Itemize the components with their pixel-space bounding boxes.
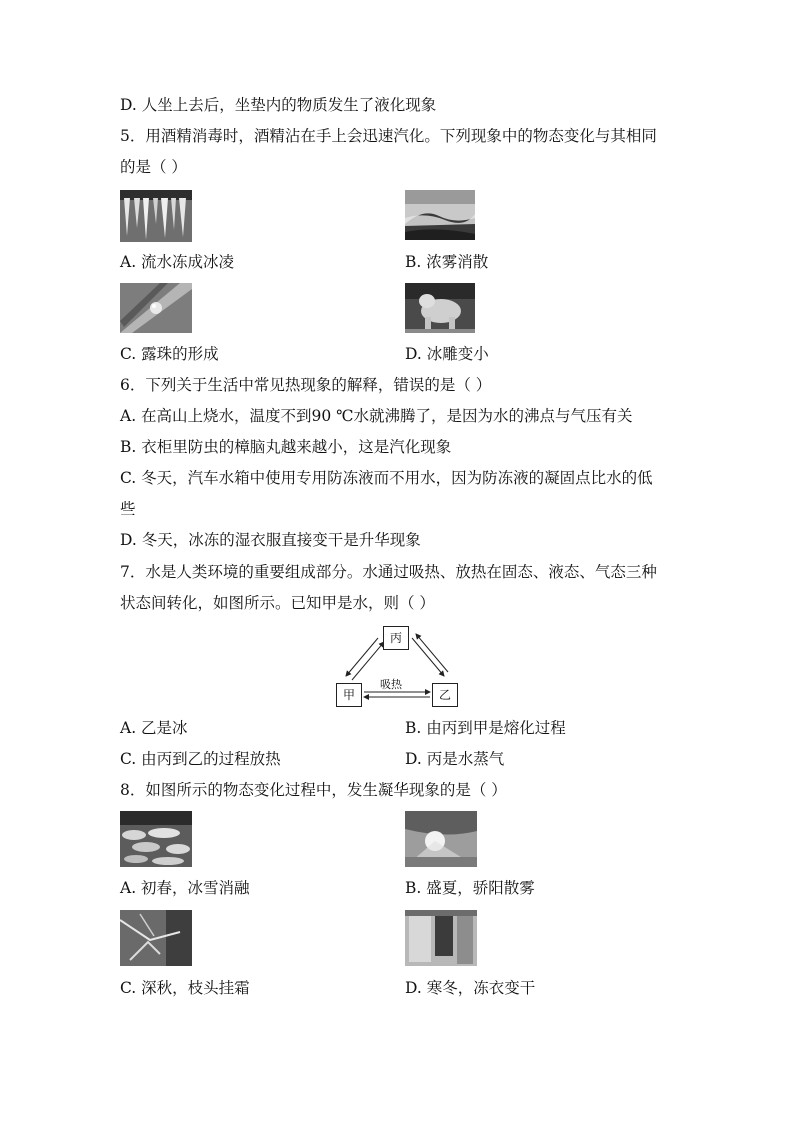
q6-option-b: B. 衣柜里防虫的樟脑丸越来越小，这是汽化现象 (120, 438, 452, 456)
q8-stem: 8．如图所示的物态变化过程中，发生凝华现象的是（ ） (120, 781, 507, 799)
q6-option-c-line2: 些 (120, 500, 136, 518)
diagram-box-left: 甲 (336, 683, 362, 707)
sun-fog-photo (405, 811, 477, 867)
q8-option-c: C. 深秋，枝头挂霜 (120, 979, 250, 997)
q4-option-d: D. 人坐上去后，坐垫内的物质发生了液化现象 (120, 96, 437, 114)
q7-stem-line2: 状态间转化，如图所示。已知甲是水，则（ ） (120, 594, 435, 612)
diagram-arrow-label: 吸热 (380, 678, 402, 691)
q8-option-d: D. 寒冬，冻衣变干 (405, 979, 536, 997)
fog-photo (405, 190, 475, 240)
q5-stem-line2: 的是（ ） (120, 158, 187, 176)
q7-option-a: A. 乙是冰 (120, 719, 188, 737)
q6-option-a: A. 在高山上烧水，温度不到90 ℃水就沸腾了，是因为水的沸点与气压有关 (120, 407, 633, 425)
q8-option-b: B. 盛夏，骄阳散雾 (405, 879, 535, 897)
q7-option-c: C. 由丙到乙的过程放热 (120, 750, 281, 768)
q5-option-b: B. 浓雾消散 (405, 253, 489, 271)
q8-option-a: A. 初春，冰雪消融 (120, 879, 250, 897)
q7-option-d: D. 丙是水蒸气 (405, 750, 505, 768)
diagram-box-top: 丙 (383, 626, 409, 650)
q5-option-d: D. 冰雕变小 (405, 345, 489, 363)
q5-option-a: A. 流水冻成冰凌 (120, 253, 235, 271)
q5-option-c: C. 露珠的形成 (120, 345, 219, 363)
q6-option-c-line1: C. 冬天，汽车水箱中使用专用防冻液而不用水，因为防冻液的凝固点比水的低 (120, 469, 653, 487)
frozen-clothes-photo (405, 910, 477, 966)
dewdrop-photo (120, 283, 192, 333)
q5-stem-line1: 5．用酒精消毒时，酒精沾在手上会迅速汽化。下列现象中的物态变化与其相同 (120, 127, 657, 145)
q7-stem-line1: 7．水是人类环境的重要组成部分。水通过吸热、放热在固态、液态、气态三种 (120, 563, 657, 581)
ice-sculpture-photo (405, 283, 475, 333)
melting-snow-photo (120, 811, 192, 867)
diagram-box-right: 乙 (432, 683, 458, 707)
q7-option-b: B. 由丙到甲是熔化过程 (405, 719, 566, 737)
icicles-photo (120, 190, 192, 242)
q6-stem: 6．下列关于生活中常见热现象的解释，错误的是（ ） (120, 376, 492, 394)
q6-option-d: D. 冬天，冰冻的湿衣服直接变干是升华现象 (120, 531, 421, 549)
frost-branch-photo (120, 910, 192, 966)
